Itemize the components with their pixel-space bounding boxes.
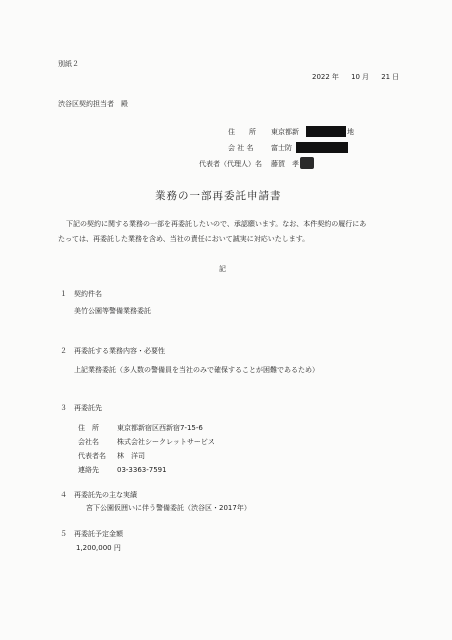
seal-stamp [300,157,314,169]
section-3-heading: 再委託先 [74,404,102,412]
applicant-rep-value: 藤賀 孝 [271,160,299,168]
subcontractor-contact-label: 連絡先 [78,466,99,474]
section-4-heading: 再委託先の主な実績 [74,491,137,499]
date-month-suffix: 月 [361,73,369,81]
date-month: 10 [351,73,360,81]
section-4-body: 宮下公園仮囲いに伴う警備委託（渋谷区・2017年） [86,504,251,512]
subcontractor-rep-value: 林 洋司 [117,452,145,460]
applicant-address-tail: 地 [347,128,354,136]
section-1-heading: 契約件名 [74,290,102,298]
section-5-heading: 再委託予定金額 [74,530,123,538]
section-2-heading: 再委託する業務内容・必要性 [74,347,165,355]
date-year-suffix: 年 [331,73,339,81]
applicant-rep-label: 代表者（代理人）名 [199,160,262,168]
date-day: 21 [381,73,391,81]
ki-mark: 記 [219,265,226,273]
section-5-body: 1,200,000 円 [76,544,121,552]
subcontractor-contact-value: 03-3363-7591 [117,466,167,474]
section-4-number: ４ [60,491,67,499]
redaction-block [296,142,348,153]
section-2-body: 上記業務委託（多人数の警備員を当社のみで確保することが困難であるため） [74,366,319,374]
date-day-suffix: 日 [392,73,400,81]
addressee: 渋谷区契約担当者 殿 [58,100,128,108]
subcontractor-address-value: 東京都新宿区西新宿7-15-6 [117,424,203,432]
applicant-address-value: 東京都新 [271,128,299,136]
date-line [312,73,399,82]
date-year: 2022 [312,73,330,81]
intro-line-1: 下記の契約に関する業務の一部を再委託したいので、承認願います。なお、本件契約の履行にあ [66,220,367,228]
intro-line-2: たっては、再委託した業務を含め、当社の責任において誠実に対応いたします。 [58,235,310,243]
doc-label: 別紙２ [58,60,79,68]
subcontractor-company-label: 会社名 [78,438,99,446]
subcontractor-rep-label: 代表者名 [78,452,106,460]
section-1-number: １ [60,290,67,298]
applicant-company-value: 富士防 [271,144,292,152]
section-2-number: ２ [60,347,67,355]
section-3-number: ３ [60,404,67,412]
applicant-company-label: 会 社 名 [228,144,254,152]
redaction-block [306,126,346,137]
applicant-address-label: 住 所 [228,128,256,136]
section-5-number: ５ [60,530,67,538]
subcontractor-address-label: 住 所 [78,424,99,432]
subcontractor-company-value: 株式会社シークレットサービス [117,438,215,446]
section-1-body: 美竹公園等警備業務委託 [74,307,151,315]
document-title: 業務の一部再委託申請書 [155,190,282,202]
